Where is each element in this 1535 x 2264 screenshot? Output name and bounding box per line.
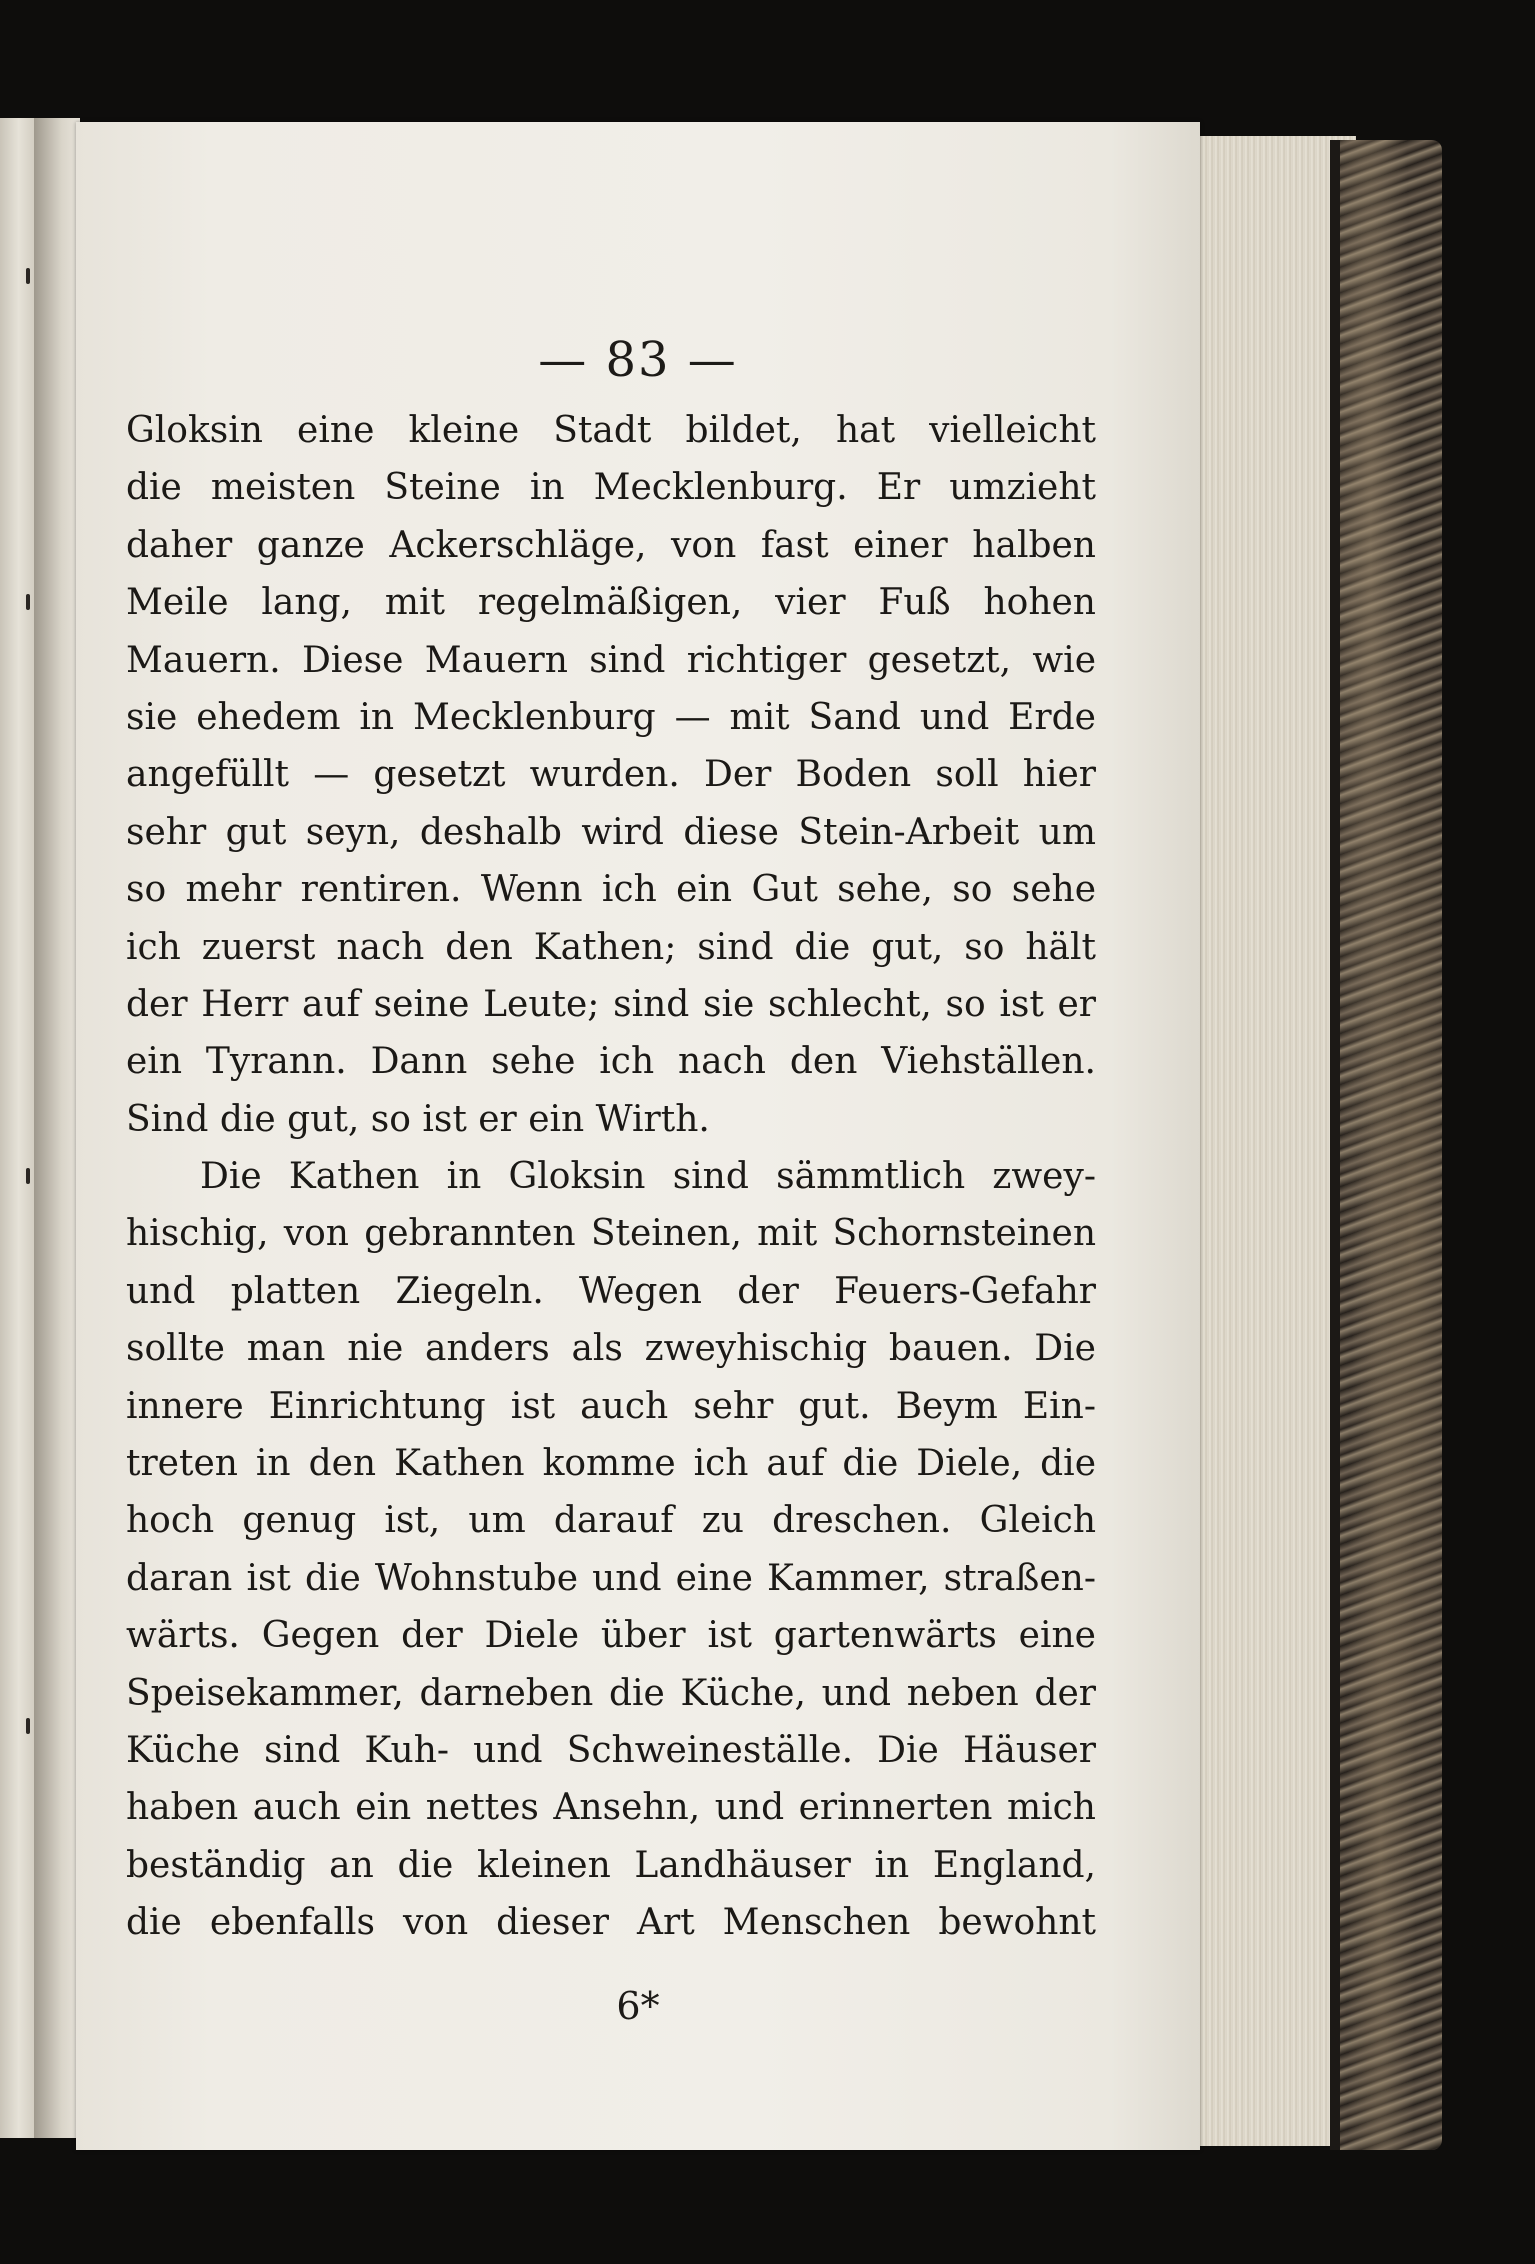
- text-line: haben auch ein nettes Ansehn, und erinnerten mich: [126, 1787, 1096, 1829]
- text-line: daher ganze Ackerschläge, von fast einer halben: [126, 524, 1096, 566]
- edge-mark: [26, 594, 30, 610]
- text-line: innere Einrichtung ist auch sehr gut. Beym Ein-: [126, 1385, 1096, 1427]
- edge-mark: [26, 268, 30, 284]
- previous-page-edge: [0, 118, 36, 2138]
- edge-mark: [26, 1718, 30, 1734]
- text-line: die ebenfalls von dieser Art Menschen bewohnt: [126, 1902, 1096, 1944]
- text-line: wärts. Gegen der Diele über ist gartenwärts eine: [126, 1615, 1096, 1657]
- text-line: hoch genug ist, um darauf zu dreschen. Gleich: [126, 1500, 1096, 1542]
- text-line: beständig an die kleinen Landhäuser in England,: [126, 1844, 1096, 1886]
- text-line: sehr gut seyn, deshalb wird diese Stein-Arbeit um: [126, 811, 1096, 853]
- text-line: hischig, von gebrannten Steinen, mit Schornsteinen: [126, 1213, 1096, 1255]
- text-line: Mauern. Diese Mauern sind richtiger gesetzt, wie: [126, 639, 1096, 681]
- text-line: sie ehedem in Mecklenburg — mit Sand und Erde: [126, 696, 1096, 738]
- text-line: Sind die gut, so ist er ein Wirth.: [126, 1098, 710, 1140]
- text-line: treten in den Kathen komme ich auf die Diele, die: [126, 1443, 1096, 1485]
- text-line: Gloksin eine kleine Stadt bildet, hat vielleicht: [126, 410, 1096, 451]
- signature-mark: 6*: [616, 1984, 660, 2028]
- text-line: Küche sind Kuh- und Schweineställe. Die Häuser: [126, 1729, 1096, 1771]
- text-line: angefüllt — gesetzt wurden. Der Boden soll hier: [126, 754, 1096, 796]
- text-line: so mehr rentiren. Wenn ich ein Gut sehe, so sehe: [126, 869, 1096, 911]
- text-line: Die Kathen in Gloksin sind sämmtlich zwey-: [200, 1156, 1096, 1198]
- text-line: daran ist die Wohnstube und eine Kammer, straßen-: [126, 1557, 1096, 1599]
- book-page: [76, 122, 1200, 2150]
- text-line: Meile lang, mit regelmäßigen, vier Fuß hohen: [126, 582, 1096, 624]
- book-gutter: [34, 118, 80, 2138]
- text-line: ein Tyrann. Dann sehe ich nach den Viehställen.: [126, 1041, 1096, 1083]
- page-header: — 83 —: [538, 332, 738, 388]
- marbled-cover: [1340, 140, 1442, 2150]
- text-line: Speisekammer, darneben die Küche, und neben der: [126, 1672, 1096, 1714]
- text-line: sollte man nie anders als zweyhischig bauen. Die: [126, 1328, 1096, 1370]
- edge-mark: [26, 1168, 30, 1184]
- text-line: die meisten Steine in Mecklenburg. Er umzieht: [126, 467, 1096, 509]
- text-line: der Herr auf seine Leute; sind sie schlecht, so ist er: [126, 983, 1096, 1025]
- page-body: [126, 402, 1096, 1952]
- text-line: ich zuerst nach den Kathen; sind die gut, so hält: [126, 926, 1096, 968]
- text-line: und platten Ziegeln. Wegen der Feuers-Gefahr: [126, 1270, 1096, 1312]
